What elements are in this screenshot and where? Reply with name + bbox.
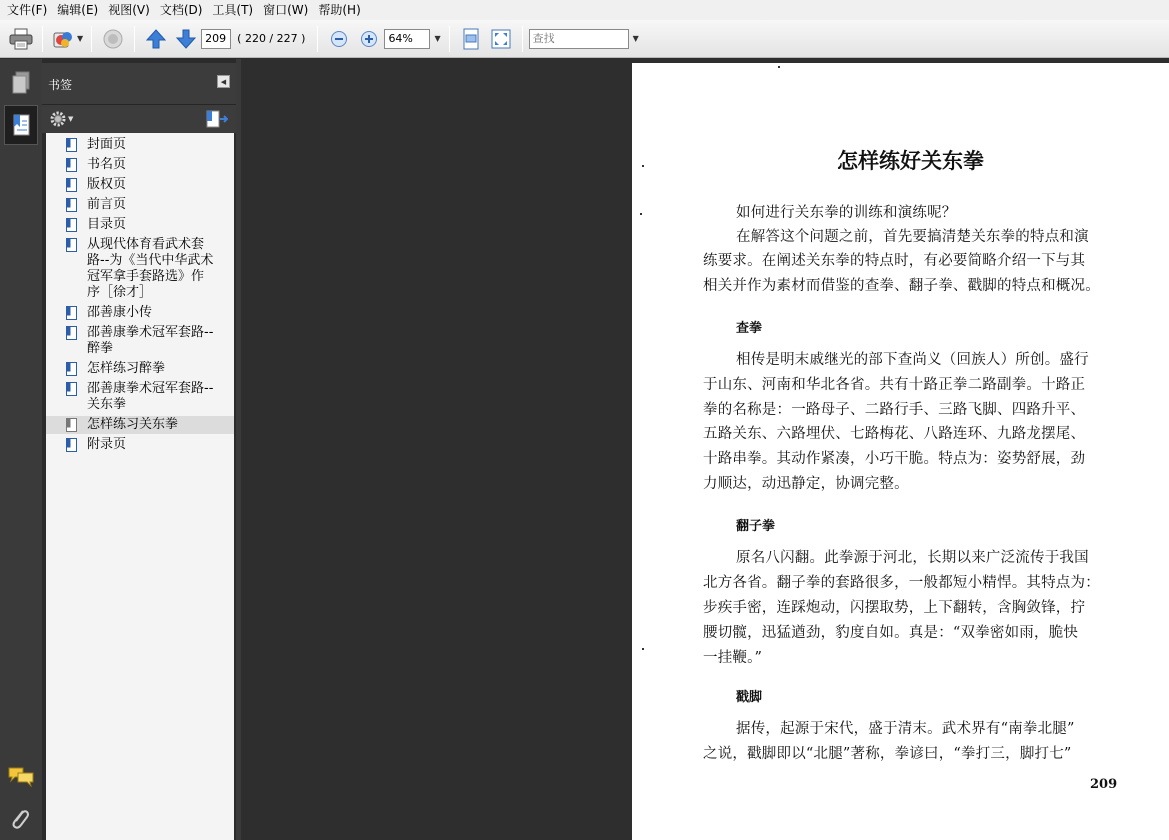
- chevron-left-icon: ◀: [220, 77, 227, 86]
- print-button[interactable]: [8, 26, 34, 52]
- zoom-in-button[interactable]: [356, 26, 382, 52]
- bookmark-label: 邵善康小传: [87, 305, 153, 320]
- bookmarks-panel-button[interactable]: [4, 105, 38, 145]
- text-line: 腰切髋，迅猛遒劲，豹度自如。真是：“双拳密如雨，脆快: [703, 625, 1079, 641]
- pages-icon: [11, 71, 31, 95]
- bookmark-icon: [66, 362, 77, 376]
- bookmark-item-guandong-fist[interactable]: [46, 380, 234, 414]
- bookmark-icon: [66, 138, 77, 152]
- toolbar: [0, 20, 1169, 58]
- bookmark-item-practice-guandong-fist[interactable]: [46, 416, 234, 434]
- bookmark-list: [46, 133, 234, 840]
- share-button[interactable]: [51, 26, 77, 52]
- bookmark-label: 书名页: [87, 157, 127, 172]
- text-line: 据传，起源于宋代，盛于清末。武术界有“南拳北腿”: [736, 721, 1075, 737]
- text-line: 拳的名称是：一路母子、二路行手、三路飞脚、四路升平、: [703, 402, 1086, 418]
- bookmarks-panel-header: [42, 63, 236, 105]
- bookmark-item-copyright[interactable]: [46, 176, 234, 194]
- share-dropdown-icon[interactable]: ▼: [77, 34, 84, 43]
- text-line: 练要求。在阐述关东拳的特点时，有必要简略介绍一下与其: [703, 253, 1086, 269]
- toolbar-separator: [522, 26, 523, 52]
- bookmark-label: 前言页: [87, 197, 127, 212]
- bookmark-label: 附录页: [87, 437, 127, 452]
- toolbar-separator: [317, 26, 318, 52]
- search-dropdown-icon[interactable]: ▼: [632, 34, 639, 43]
- bookmark-label: 版权页: [87, 177, 127, 192]
- bookmark-icon: [66, 326, 77, 340]
- text-line: 相关并作为素材而借鉴的查拳、翻子拳、戳脚的特点和概况。: [703, 278, 1100, 294]
- bookmark-item-appendix[interactable]: [46, 436, 234, 454]
- previous-page-icon: [145, 28, 167, 50]
- bookmark-label-line: 从现代体育看武术套: [87, 237, 205, 252]
- text-line: 如何进行关东拳的训练和演练呢？: [736, 205, 957, 221]
- bookmark-icon: [66, 438, 77, 452]
- bookmark-icon: [66, 218, 77, 232]
- zoom-out-icon: [330, 30, 348, 48]
- text-line: 相传是明末戚继光的部下查尚义（回族人）所创。盛行: [736, 352, 1089, 368]
- bookmark-label-line: 关东拳: [87, 397, 127, 412]
- page-heading: 怎样练好关东拳: [837, 148, 984, 173]
- bookmark-icon: [66, 306, 77, 320]
- comments-icon: [8, 765, 34, 787]
- fit-width-icon: [461, 28, 481, 50]
- section-heading: 查拳: [736, 321, 763, 336]
- text-line: 一挂鞭。”: [703, 650, 763, 666]
- menu-bar: [0, 0, 1169, 20]
- fit-width-button[interactable]: [458, 26, 484, 52]
- text-line: 步疾手密，连踩炮动，闪摆取势，上下翻转，含胸敛锋，拧: [703, 600, 1086, 616]
- bookmark-icon: [66, 382, 77, 396]
- menu-file[interactable]: 文件(F): [7, 3, 48, 17]
- previous-page-button[interactable]: [143, 26, 169, 52]
- bookmark-item-contents[interactable]: [46, 216, 234, 234]
- gear-icon: [50, 111, 66, 127]
- bookmark-label-line: 冠军拿手套路选》作: [87, 269, 205, 284]
- bookmark-item-preface[interactable]: [46, 196, 234, 214]
- text-line: 北方各省。翻子拳的套路很多，一般都短小精悍。其特点为：: [703, 575, 1100, 591]
- text-line: 于山东、河南和华北各省。共有十路正拳二路副拳。十路正: [703, 377, 1086, 393]
- bookmark-label-line: 邵善康拳术冠军套路--: [87, 381, 214, 396]
- page-number-input[interactable]: [201, 29, 231, 49]
- bookmark-label: 目录页: [87, 217, 127, 232]
- menu-window[interactable]: 窗口(W): [263, 3, 309, 17]
- toolbar-separator: [134, 26, 135, 52]
- share-icon: [52, 28, 76, 50]
- collapse-panel-button[interactable]: [217, 75, 230, 88]
- bookmark-item-title-page[interactable]: [46, 156, 234, 174]
- menu-tools[interactable]: 工具(T): [212, 3, 254, 17]
- text-line: 力顺达，动迅静定，协调完整。: [703, 476, 909, 492]
- text-line: 原名八闪翻。此拳源于河北，长期以来广泛流传于我国: [736, 550, 1089, 566]
- paperclip-icon: [8, 805, 30, 831]
- bookmark-icon: [66, 158, 77, 172]
- section-heading: 翻子拳: [736, 519, 776, 534]
- full-screen-button[interactable]: [488, 26, 514, 52]
- chevron-down-icon: ▼: [68, 115, 74, 123]
- search-input[interactable]: [529, 29, 629, 49]
- print-icon: [9, 28, 33, 50]
- page-number: 209: [1090, 777, 1118, 792]
- menu-help[interactable]: 帮助(H): [318, 3, 361, 17]
- new-bookmark-icon: [206, 110, 228, 128]
- attachments-button[interactable]: [8, 805, 30, 834]
- bookmark-item-cover[interactable]: [46, 136, 234, 154]
- bookmark-label-line: 序［徐才］: [87, 285, 153, 300]
- scan-speck: [642, 648, 644, 650]
- next-page-button[interactable]: [173, 26, 199, 52]
- text-line: 之说，戳脚即以“北腿”著称，拳谚曰，“拳打三，脚打七”: [703, 746, 1072, 762]
- bookmark-item-practice-drunken-fist[interactable]: [46, 360, 234, 378]
- bookmark-item-biography[interactable]: [46, 304, 234, 322]
- bookmark-item-foreword[interactable]: [46, 236, 234, 302]
- scan-speck: [778, 66, 780, 68]
- bookmark-icon: [66, 198, 77, 212]
- toolbar-separator: [91, 26, 92, 52]
- bookmark-icon: [66, 178, 77, 192]
- bookmark-label-line: 路--为《当代中华武术: [87, 253, 214, 268]
- bookmark-item-drunken-fist[interactable]: [46, 324, 234, 358]
- bookmark-label-line: 邵善康拳术冠军套路--: [87, 325, 214, 340]
- zoom-out-button[interactable]: [326, 26, 352, 52]
- toolbar-separator: [449, 26, 450, 52]
- text-line: 十路串拳。其动作紧凑，小巧干脆。特点为：姿势舒展，劲: [703, 451, 1086, 467]
- panel-title: 书签: [48, 78, 73, 92]
- next-page-icon: [175, 28, 197, 50]
- pages-panel-button[interactable]: [4, 63, 38, 103]
- bookmark-label-line: 醉拳: [87, 341, 114, 356]
- bookmark-label: 怎样练习关东拳: [87, 417, 179, 432]
- hand-icon: [101, 28, 125, 50]
- document-page: [632, 63, 1169, 840]
- navigation-strip: [0, 59, 42, 840]
- hand-tool-button[interactable]: [100, 26, 126, 52]
- bookmark-panel-icon: [11, 113, 31, 137]
- page-count-label: ( 220 / 227 ): [237, 32, 306, 45]
- full-screen-icon: [491, 28, 511, 50]
- scan-speck: [640, 213, 642, 215]
- text-line: 在解答这个问题之前，首先要搞清楚关东拳的特点和演: [736, 229, 1089, 245]
- bookmark-label: 怎样练习醉拳: [87, 361, 166, 376]
- section-heading: 戳脚: [736, 690, 763, 705]
- bookmark-icon: [66, 238, 77, 252]
- comments-button[interactable]: [8, 765, 34, 790]
- bookmarks-toolbar: [42, 105, 236, 133]
- options-button[interactable]: [50, 111, 73, 127]
- new-bookmark-button[interactable]: [206, 110, 228, 131]
- bookmark-label: 封面页: [87, 137, 127, 152]
- toolbar-separator: [42, 26, 43, 52]
- menu-view[interactable]: 视图(V): [108, 3, 150, 17]
- zoom-level-input[interactable]: [384, 29, 430, 49]
- zoom-dropdown-icon[interactable]: ▼: [434, 34, 441, 43]
- menu-document[interactable]: 文档(D): [159, 3, 203, 17]
- menu-edit[interactable]: 编辑(E): [57, 3, 99, 17]
- bookmark-icon: [66, 418, 77, 432]
- zoom-in-icon: [360, 30, 378, 48]
- text-line: 五路关东、六路埋伏、七路梅花、八路连环、九路龙摆尾、: [703, 426, 1086, 442]
